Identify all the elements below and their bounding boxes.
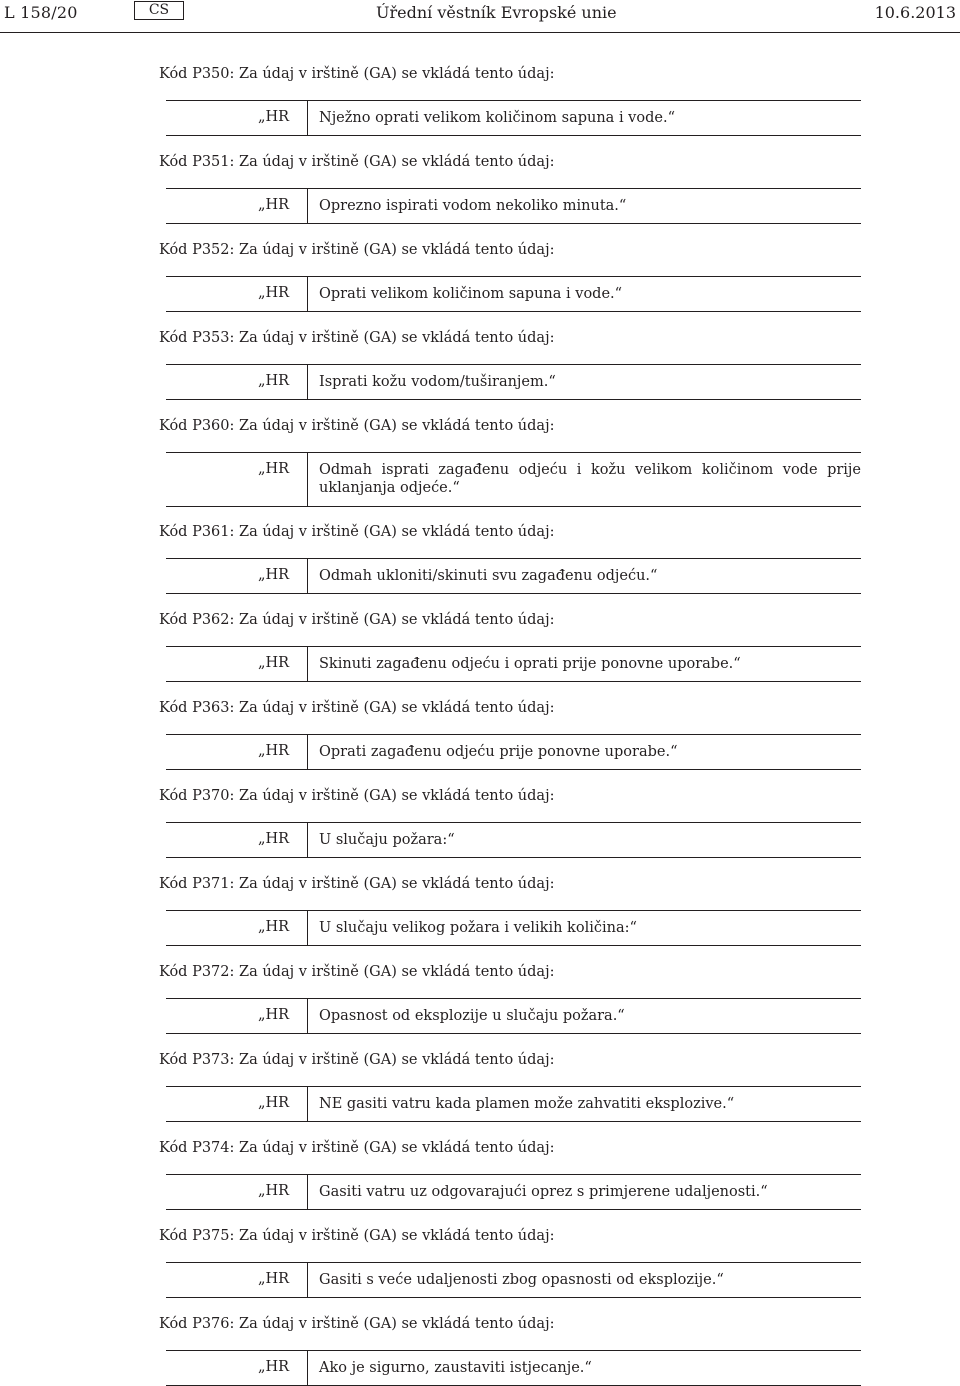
entry-label: Kód P352: Za údaj v irštině (GA) se vkládá tento údaj: bbox=[159, 242, 555, 258]
translation-table bbox=[166, 734, 861, 770]
entry-label: Kód P372: Za údaj v irštině (GA) se vkládá tento údaj: bbox=[159, 964, 555, 980]
language-code: „HR bbox=[258, 1359, 290, 1375]
journal-title: Úřední věstník Evropské unie bbox=[376, 3, 617, 22]
translation-table bbox=[166, 1086, 861, 1122]
phrase-text: U slučaju velikog požara i velikih količina:“ bbox=[319, 920, 637, 936]
entry-label: Kód P351: Za údaj v irštině (GA) se vkládá tento údaj: bbox=[159, 154, 555, 170]
language-cell bbox=[166, 911, 308, 945]
language-cell bbox=[166, 1175, 308, 1209]
translation-table bbox=[166, 822, 861, 858]
language-cell bbox=[166, 365, 308, 399]
language-code: „HR bbox=[258, 461, 290, 477]
language-code: „HR bbox=[258, 743, 290, 759]
translation-table bbox=[166, 558, 861, 594]
language-code: „HR bbox=[258, 655, 290, 671]
language-cell bbox=[166, 101, 308, 135]
translation-table bbox=[166, 1174, 861, 1210]
language-cell bbox=[166, 453, 308, 506]
entry-label: Kód P375: Za údaj v irštině (GA) se vkládá tento údaj: bbox=[159, 1228, 555, 1244]
phrase-text: Gasiti s veće udaljenosti zbog opasnosti od eksplozije.“ bbox=[319, 1272, 724, 1288]
translation-table bbox=[166, 646, 861, 682]
page-reference: L 158/20 bbox=[4, 3, 78, 22]
phrase-text: Odmah ukloniti/skinuti svu zagađenu odjeću.“ bbox=[319, 568, 658, 584]
language-cell bbox=[166, 1087, 308, 1121]
translation-table bbox=[166, 998, 861, 1034]
translation-table bbox=[166, 100, 861, 136]
phrase-text: Ako je sigurno, zaustaviti istjecanje.“ bbox=[319, 1360, 592, 1376]
language-cell bbox=[166, 647, 308, 681]
entry-label: Kód P376: Za údaj v irštině (GA) se vkládá tento údaj: bbox=[159, 1316, 555, 1332]
translation-table bbox=[166, 364, 861, 400]
phrase-text: U slučaju požara:“ bbox=[319, 832, 455, 848]
language-code: „HR bbox=[258, 109, 290, 125]
entry-label: Kód P373: Za údaj v irštině (GA) se vkládá tento údaj: bbox=[159, 1052, 555, 1068]
language-code: „HR bbox=[258, 373, 290, 389]
entry-label: Kód P370: Za údaj v irštině (GA) se vkládá tento údaj: bbox=[159, 788, 555, 804]
translation-table bbox=[166, 188, 861, 224]
language-code: „HR bbox=[258, 197, 290, 213]
language-code: „HR bbox=[258, 1271, 290, 1287]
language-code: „HR bbox=[258, 1007, 290, 1023]
entry-label: Kód P362: Za údaj v irštině (GA) se vkládá tento údaj: bbox=[159, 612, 555, 628]
phrase-text: Isprati kožu vodom/tuširanjem.“ bbox=[319, 374, 556, 390]
translation-table bbox=[166, 452, 861, 507]
language-code: „HR bbox=[258, 567, 290, 583]
phrase-text: Gasiti vatru uz odgovarajući oprez s primjerene udaljenosti.“ bbox=[319, 1184, 768, 1200]
translation-table bbox=[166, 1262, 861, 1298]
header-rule bbox=[0, 32, 960, 33]
entry-label: Kód P360: Za údaj v irštině (GA) se vkládá tento údaj: bbox=[159, 418, 555, 434]
translation-table bbox=[166, 276, 861, 312]
language-code: „HR bbox=[258, 831, 290, 847]
phrase-text: Opasnost od eksplozije u slučaju požara.“ bbox=[319, 1008, 625, 1024]
entry-label: Kód P361: Za údaj v irštině (GA) se vkládá tento údaj: bbox=[159, 524, 555, 540]
translation-table bbox=[166, 910, 861, 946]
phrase-text: Nježno oprati velikom količinom sapuna i vode.“ bbox=[319, 110, 675, 126]
entry-label: Kód P371: Za údaj v irštině (GA) se vkládá tento údaj: bbox=[159, 876, 555, 892]
translation-table bbox=[166, 1350, 861, 1386]
language-code: „HR bbox=[258, 919, 290, 935]
language-cell bbox=[166, 1263, 308, 1297]
entry-label: Kód P353: Za údaj v irštině (GA) se vkládá tento údaj: bbox=[159, 330, 555, 346]
language-cell bbox=[166, 559, 308, 593]
phrase-text: NE gasiti vatru kada plamen može zahvatiti eksplozive.“ bbox=[319, 1096, 735, 1112]
entry-label: Kód P350: Za údaj v irštině (GA) se vkládá tento údaj: bbox=[159, 66, 555, 82]
entry-label: Kód P374: Za údaj v irštině (GA) se vkládá tento údaj: bbox=[159, 1140, 555, 1156]
language-cell bbox=[166, 189, 308, 223]
publication-date: 10.6.2013 bbox=[874, 3, 956, 22]
language-cell bbox=[166, 277, 308, 311]
phrase-text: Oprati velikom količinom sapuna i vode.“ bbox=[319, 286, 623, 302]
language-cell bbox=[166, 823, 308, 857]
page-header bbox=[0, 0, 960, 32]
phrase-text: Oprezno ispirati vodom nekoliko minuta.“ bbox=[319, 198, 627, 214]
entry-label: Kód P363: Za údaj v irštině (GA) se vkládá tento údaj: bbox=[159, 700, 555, 716]
language-code: „HR bbox=[258, 285, 290, 301]
phrase-text: Oprati zagađenu odjeću prije ponovne uporabe.“ bbox=[319, 744, 678, 760]
phrase-text: Skinuti zagađenu odjeću i oprati prije ponovne uporabe.“ bbox=[319, 656, 741, 672]
language-box: CS bbox=[134, 1, 184, 20]
language-cell bbox=[166, 999, 308, 1033]
language-cell bbox=[166, 735, 308, 769]
language-code: „HR bbox=[258, 1183, 290, 1199]
language-cell bbox=[166, 1351, 308, 1385]
language-code: „HR bbox=[258, 1095, 290, 1111]
phrase-text: Odmah isprati zagađenu odjeću i kožu velikom količinom vode prije uklanjanja odjeće.“ bbox=[319, 462, 861, 496]
